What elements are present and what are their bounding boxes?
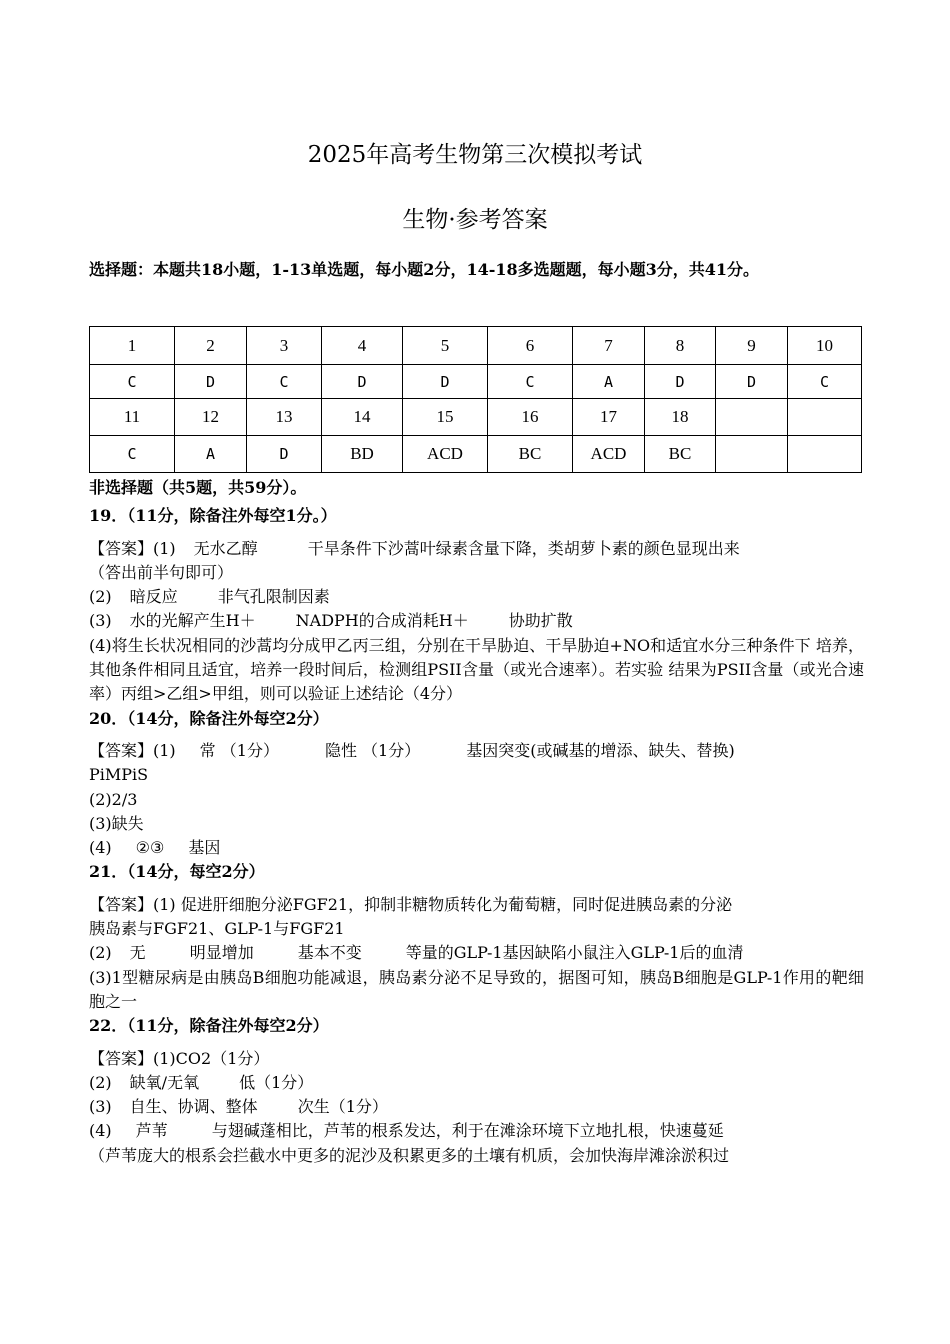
answer-text: 隐性 （1分） [324,740,421,760]
q21-line1b: 胰岛素与FGF21、GLP-1与FGF21 [89,919,345,939]
q19-header: 19．（11分，除备注外每空1分。） [89,506,337,526]
table-cell: C [488,365,573,399]
table-cell: 5 [403,327,488,365]
table-cell: D [716,365,788,399]
answer-text: 芦苇 [135,1121,168,1141]
answer-text: 暗反应 [129,587,178,607]
q20-header: 20．（14分，除备注外每空2分） [89,708,329,728]
answer-text: 基因突变(或碱基的增添、缺失、替换) [466,740,735,760]
table-cell: 1 [90,327,175,365]
table-row-numbers-2 [90,399,862,436]
answer-text: 等量的GLP-1基因缺陷小鼠注入GLP-1后的血清 [405,943,744,963]
answer-text: 与翅碱蓬相比，芦苇的根系发达，利于在滩涂环境下立地扎根，快速蔓延 [211,1121,724,1141]
item-number: (2) [89,587,112,607]
q19-label: 【答案】(1) [89,538,176,558]
table-cell: 6 [488,327,573,365]
table-cell: C [90,365,175,399]
document-subtitle: 生物·参考答案 [402,207,548,233]
table-cell: ACD [403,436,488,473]
answer-text: ②③ [135,838,165,858]
q19-answer1: 无水乙醇 [193,538,258,558]
table-row-answers-1 [90,365,862,399]
table-cell: 9 [716,327,788,365]
table-row-numbers-1 [90,327,862,365]
table-cell [788,436,862,473]
answer-text: 无 [129,943,146,963]
table-cell: 3 [247,327,322,365]
item-number: (2) [89,943,112,963]
table-cell: 2 [175,327,247,365]
answers-body [89,476,864,1168]
q21-line2 [89,941,864,965]
item-number: (3) [89,1097,112,1117]
answer-text: 协助扩散 [508,611,573,631]
answer-text: 非气孔限制因素 [217,587,330,607]
item-number: 【答案】(1) [89,740,176,760]
answer-text: 明显增加 [189,943,254,963]
table-cell: 11 [90,399,175,436]
table-cell: 17 [573,399,645,436]
answer-text: 缺氧/无氧 [129,1072,200,1092]
table-cell: 4 [322,327,403,365]
q20-line3: (3)缺失 [89,813,144,833]
q22-line4 [89,1119,864,1143]
table-cell: D [403,365,488,399]
table-cell [716,399,788,436]
q22-line5: （芦苇庞大的根系会拦截水中更多的泥沙及积累更多的土壤有机质，会加快海岸滩涂淤积过 [89,1145,730,1165]
table-cell: 16 [488,399,573,436]
q19-line1 [89,537,864,561]
q19-answer2: 干旱条件下沙蒿叶绿素含量下降，类胡萝卜素的颜色显现出来 [307,538,740,558]
q20-line4 [89,836,864,860]
table-cell [716,436,788,473]
q22-line1: 【答案】(1)CO2（1分） [89,1048,270,1068]
q19-line3 [89,609,864,633]
table-cell: BD [322,436,403,473]
document-title: 2025年高考生物第三次模拟考试 [307,142,643,168]
answer-table [89,326,862,473]
table-cell [788,399,862,436]
table-cell: D [645,365,716,399]
table-cell: 18 [645,399,716,436]
answer-text: 自生、协调、整体 [129,1097,258,1117]
q20-genotype: PiMPiS [89,765,149,785]
table-cell: A [573,365,645,399]
q19-note: （答出前半句即可） [89,562,234,582]
choice-section-intro: 选择题：本题共18小题，1-13单选题，每小题2分，14-18多选题题，每小题3分，共41分。 [89,260,760,279]
table-cell: 12 [175,399,247,436]
item-number: (3) [89,611,112,631]
answer-text: 水的光解产生H＋ [129,611,256,631]
q22-line2 [89,1071,864,1095]
nonchoice-header: 非选择题（共5题，共59分）。 [89,478,307,497]
table-cell: BC [645,436,716,473]
answer-text: NADPH的合成消耗H＋ [295,611,469,631]
q19-line2 [89,585,864,609]
table-cell: C [247,365,322,399]
q21-line3: (3)1型糖尿病是由胰岛B细胞功能减退，胰岛素分泌不足导致的，据图可知，胰岛B细胞是GLP-1作用的靶细胞之一 [89,967,864,1011]
answer-text: 基本不变 [297,943,362,963]
q22-line3 [89,1095,864,1119]
q20-line2: (2)2/3 [89,789,138,809]
q20-line1 [89,739,864,763]
table-cell: A [175,436,247,473]
answer-text: 常 （1分） [199,740,279,760]
q21-line1: 【答案】(1) 促进肝细胞分泌FGF21，抑制非糖物质转化为葡萄糖，同时促进胰岛素的分泌 [89,894,733,914]
table-cell: ACD [573,436,645,473]
table-cell: 14 [322,399,403,436]
q19-line4: (4)将生长状况相同的沙蒿均分成甲乙丙三组，分别在干旱胁迫、干旱胁迫+NO和适宜水分三种条件下 培养，其他条件相同且适宜，培养一段时间后，检测组PSII含量（或光合速率）。若实验 结果为PSII含量（或光合速率）丙组>乙组>甲组，则可以验证上述结论（4分） [89,635,864,704]
q22-header: 22．（11分，除备注外每空2分） [89,1016,329,1036]
table-cell: 13 [247,399,322,436]
answer-text: 低（1分） [239,1072,314,1092]
table-cell: BC [488,436,573,473]
table-cell: 8 [645,327,716,365]
q21-header: 21．（14分，每空2分） [89,862,265,882]
answer-text: 次生（1分） [297,1097,388,1117]
table-cell: 10 [788,327,862,365]
table-cell: C [788,365,862,399]
table-cell: D [322,365,403,399]
table-cell: D [175,365,247,399]
item-number: (2) [89,1072,112,1092]
table-cell: 7 [573,327,645,365]
table-cell: 15 [403,399,488,436]
answer-text: 基因 [188,838,221,858]
table-cell: D [247,436,322,473]
table-cell: C [90,436,175,473]
table-row-answers-2 [90,436,862,473]
item-number: (4) [89,1121,112,1141]
item-number: (4) [89,838,112,858]
